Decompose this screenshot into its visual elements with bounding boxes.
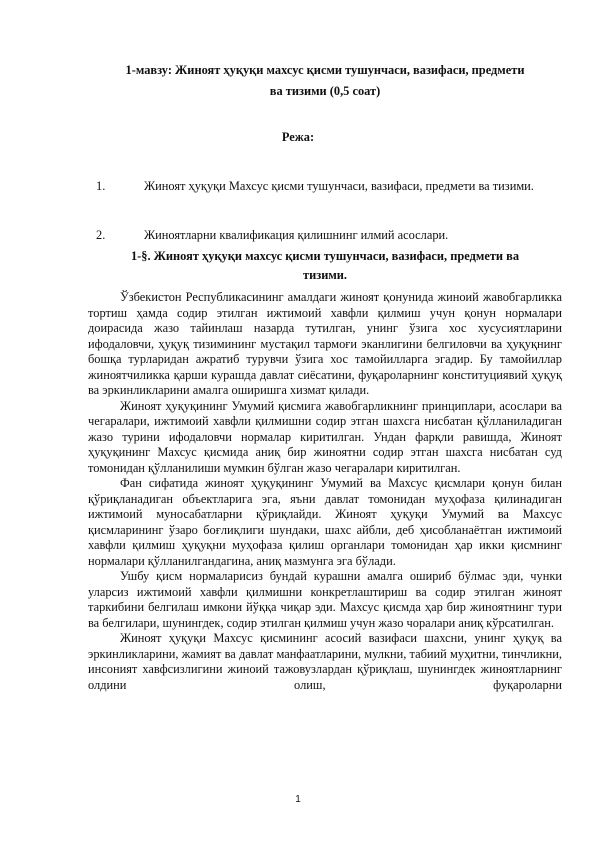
paragraph: Жиноят ҳуқуқининг Умумий қисмига жавобгарликнинг принциплари, асослари ва чегаралари, ижтимоий хавфли қилмишни содир этган шахсга нисбатан қўлланиладиган жазо турини ифодаловчи нормалар киритилган. Ундан фарқли равишда, Жиноят ҳуқуқининг Махсус қисмида аниқ бир жиноятни содир этган шахсга нисбатан суд томонидан қўлланилиши мумкин бўлган жазо чегаралари киритилган. bbox=[88, 398, 562, 475]
paragraph: Жиноят ҳуқуқи Махсус қисмининг асосий вазифаси шахсни, унинг ҳуқуқ ва эркинликларини, жамият ва давлат манфаатларини, мулкни, табиий муҳитни, тинчликни, инсоният хавфсизлигини жиноий тажовузлардан қўриқлаш, шунингдек жиноятларнинг олдини олиш, фуқароларни bbox=[88, 631, 562, 692]
plan-item-text: Жиноятларни квалификация қилишнинг илмий асослари. bbox=[144, 228, 449, 242]
paragraph: Ўзбекистон Республикасининг амалдаги жиноят қонунида жиноий жавобгарликка тортиш ҳамда содир этилган ижтимоий хавфли қилмиш учун қонун нормалари доирасида жазо тайинлаш назарда тутилган, унинг ўзига хос хусусиятларини ифодаловчи, ҳуқуқ тизимининг мустақил тармоғи эканлигини белгиловчи ва ҳуқуқнинг бошқа турларидан ажратиб турувчи ўзига хос тамойилларга эгадир. Бу тамойиллар жиноятчиликка қарши курашда давлат сиёсатини, фуқароларнинг конституциявий ҳуқуқ ва эркинликларини амалга оширишга хизмат қилади. bbox=[88, 290, 562, 397]
section-heading bbox=[88, 247, 562, 285]
paragraph: Ушбу қисм нормаларисиз бундай курашни амалга ошириб бўлмас эди, чунки уларсиз ижтимоий хавфли қилмишни конкретлаштириш ва содир этилган жиноят таркибини белгилаш имкони йўққа чиқар эди. Махсус қисмда ҳар бир жиноятнинг тури ва белгилари, шунингдек, содир этилган қилмиш учун жазо чоралари аниқ кўрсатилган. bbox=[88, 569, 562, 630]
page-number: 1 bbox=[295, 794, 301, 805]
plan-item bbox=[96, 225, 562, 246]
body-text bbox=[88, 290, 562, 693]
section-heading-line-2: тизими. bbox=[302, 268, 348, 282]
plan-item bbox=[96, 176, 562, 197]
section-heading-line-1: 1-§. Жиноят ҳуқуқи махсус қисми тушунчаси, вазифаси, предмети ва bbox=[130, 249, 520, 263]
topic-title bbox=[88, 60, 562, 102]
plan-heading: Режа: bbox=[281, 130, 315, 144]
plan-item-number: 1. bbox=[96, 179, 106, 193]
topic-title-line-2: ва тизими (0,5 соат) bbox=[269, 84, 381, 98]
paragraph: Фан сифатида жиноят ҳуқуқининг Умумий ва Махсус қисмлари қонун билан қўриқланадиган объектларига эга, яъни давлат томонидан муҳофаза қилинадиган ижтимоий муносабатларни қўриқлайди. Жиноят ҳуқуқи Умумий ва Махсус қисмларининг ўзаро боғлиқлиги шундаки, шахс айбли, деб ҳисобланаётган ижтимоий хавфли қилмиш ҳуқуқни муҳофаза қилиш органлари томонидан ҳар икки қисмнинг нормалари қўлланилгандагина, аниқ мазмунга эга бўлади. bbox=[88, 476, 562, 568]
topic-title-line-1: 1-мавзу: Жиноят ҳуқуқи махсус қисми тушунчаси, вазифаси, предмети bbox=[125, 63, 525, 77]
plan-item-number: 2. bbox=[96, 228, 106, 242]
plan-item-text: Жиноят ҳуқуқи Махсус қисми тушунчаси, вазифаси, предмети ва тизими. bbox=[144, 179, 534, 193]
